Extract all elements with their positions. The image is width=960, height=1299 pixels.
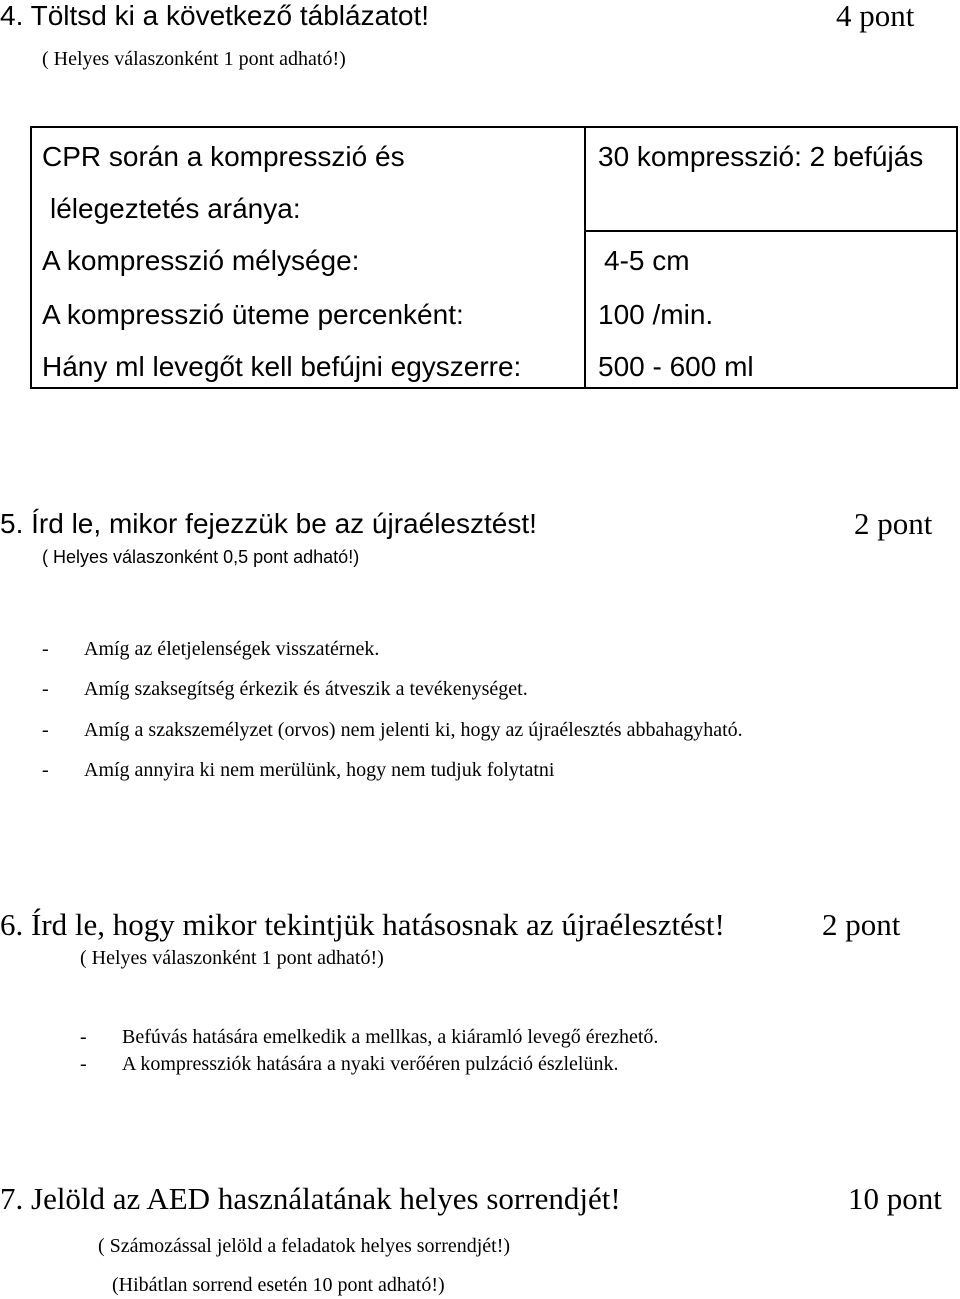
table-divider-vertical xyxy=(584,128,586,387)
list-item-text: Amíg az életjelenségek visszatérnek. xyxy=(84,638,380,660)
q7-note-2: (Hibátlan sorrend esetén 10 pont adható!) xyxy=(112,1274,445,1296)
q7-points: 10 pont xyxy=(848,1181,942,1216)
table-row-1-label-line1: CPR során a kompresszió és xyxy=(42,141,405,172)
q6-title: 6. Írd le, hogy mikor tekintjük hatásosnak az újraélesztést! xyxy=(0,907,725,942)
q5-points: 2 pont xyxy=(854,506,933,541)
list-item-text: Befúvás hatására emelkedik a mellkas, a kiáramló levegő érezhető. xyxy=(122,1026,659,1048)
table-row-4-value: 500 - 600 ml xyxy=(598,351,754,382)
q5-title: 5. Írd le, mikor fejezzük be az újraélesztést! xyxy=(0,508,537,539)
table-row-1-label-line2: lélegeztetés aránya: xyxy=(50,193,301,224)
list-item-text: Amíg annyira ki nem merülünk, hogy nem tudjuk folytatni xyxy=(84,759,555,781)
q7-note-1: ( Számozással jelöld a feladatok helyes sorrendjét!) xyxy=(98,1235,511,1257)
q6-points: 2 pont xyxy=(822,907,901,942)
list-item-text: Amíg szaksegítség érkezik és átveszik a tevékenységet. xyxy=(84,678,528,700)
table-row-4-label: Hány ml levegőt kell befújni egyszerre: xyxy=(42,351,522,382)
q5-note: ( Helyes válaszonként 0,5 pont adható!) xyxy=(42,547,360,567)
q4-title: 4. Töltsd ki a következő táblázatot! xyxy=(0,0,430,31)
list-dash: - xyxy=(42,678,49,700)
list-dash: - xyxy=(80,1026,87,1048)
table-divider-horizontal xyxy=(584,230,956,232)
list-dash: - xyxy=(80,1053,87,1075)
list-item-text: A kompressziók hatására a nyaki verőéren pulzáció észlelünk. xyxy=(122,1053,619,1075)
table-row-1-value: 30 kompresszió: 2 befújás xyxy=(598,141,924,172)
list-dash: - xyxy=(42,719,49,741)
list-dash: - xyxy=(42,759,49,781)
table-row-3-value: 100 /min. xyxy=(598,299,714,330)
list-dash: - xyxy=(42,638,49,660)
q6-note: ( Helyes válaszonként 1 pont adható!) xyxy=(80,947,384,969)
list-item-text: Amíg a szakszemélyzet (orvos) nem jelenti ki, hogy az újraélesztés abbahagyható. xyxy=(84,719,743,741)
q7-title: 7. Jelöld az AED használatának helyes sorrendjét! xyxy=(0,1181,621,1216)
table-row-2-value: 4-5 cm xyxy=(604,245,690,276)
q4-points: 4 pont xyxy=(836,0,915,33)
q4-note: ( Helyes válaszonként 1 pont adható!) xyxy=(42,48,346,70)
table-row-3-label: A kompresszió üteme percenként: xyxy=(42,299,464,330)
q4-table xyxy=(30,126,958,389)
table-row-2-label: A kompresszió mélysége: xyxy=(42,245,360,276)
